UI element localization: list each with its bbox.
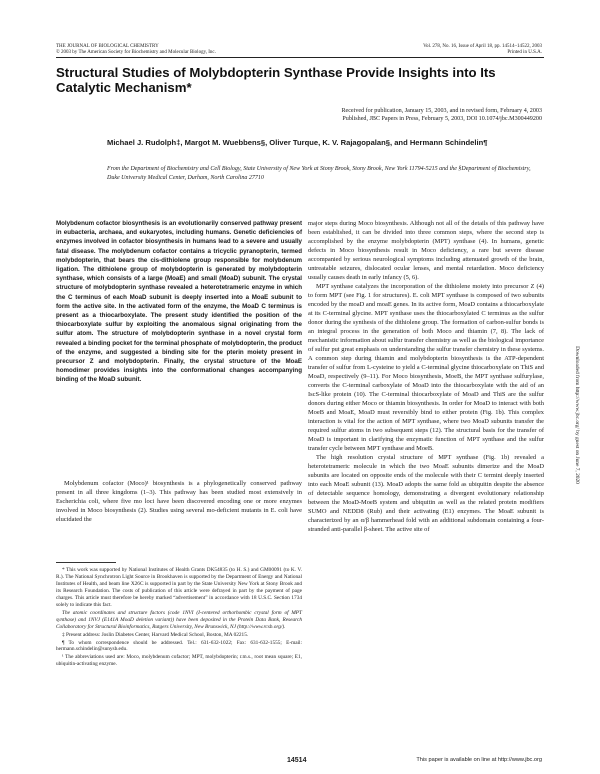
page-number: 14514 xyxy=(287,757,307,764)
author-list: Michael J. Rudolph‡, Margot M. Wuebbens§, Oliver Turque, K. V. Rajagopalan§, and Hermann Schindelin¶ xyxy=(107,138,488,147)
footnote-present-address: ‡ Present address: Joslin Diabetes Center, Harvard Medical School, Boston, MA 02215. xyxy=(62,631,249,638)
right-column xyxy=(308,219,544,534)
footnote-abbreviations: ¹ The abbreviations used are: Moco, molybdenum cofactor; MPT, molybdopterin; r.m.s., root mean square; E1, ubiquitin-activating enzyme. xyxy=(56,654,302,668)
download-sidebar xyxy=(573,196,581,636)
online-availability: This paper is available on line at http://www.jbc.org xyxy=(416,757,542,763)
printed-line: Printed in U.S.A. xyxy=(507,50,542,55)
publication-dates xyxy=(122,107,542,124)
right-paragraph-2: MPT synthase catalyzes the incorporation of the dithiolene moiety into precursor Z (4) to form MPT (see Fig. 1 for structures). E. coli MPT synthase is composed of two subunits encoded by the moaD and moaE genes. In its active form, MoaD contains a thiocarboxylate at its C-terminal glycine. MPT synthase uses the thiocarboxylated C terminus as the sulfur donor during the synthesis of the dithiolene group. The formation of carbon-sulfur bonds is an integral process in the generation of both Moco and thiamin (7, 8). The lack of mechanistic information about sulfur transfer chemistry as well as the biological importance of sulfur put great emphasis on understanding the sulfur transfer chemistry in these systems. A common step during thiamin and molybdopterin biosynthesis is the ATP-dependent transfer of sulfur from L-cysteine to yield a C-terminal glycine thiocarboxylate on ThiS and MoaD, respectively (9–11). For Moco biosynthesis, MoeB, the MPT synthase sulfurylase, converts the C-terminal carboxylate of MoaD into the thiocarboxylate with the aid of an IscS-like protein (10). The C-terminal thiocarboxylate of MoaD and ThiS are the sulfur donors during either Moco or thiamin biosynthesis. In order for MoaD to interact with both MoeB and MoaE, MoaD must reversibly bind to either protein (Fig. 1b). This complex interaction is vital for the action of MPT synthase, where two MoaD subunits transfer the required sulfur atoms in two subsequent steps (12). The structural basis for the transfer of MoaD is important in clarifying the enzymatic function of MPT synthase and the sulfur transfer cycle between MPT synthase and MoeB. xyxy=(308,283,544,452)
right-paragraph-1: major steps during Moco biosynthesis. Although not all of the details of this pathway have been established, it can be divided into three common steps, where the second step is accomplished by the enzyme molybdopterin (MPT) synthase (4). In humans, genetic defects in Moco biosynthesis result in Moco deficiency, a rare but severe disease accompanied by serious neurological symptoms including attenuated growth of the brain, untreatable seizures, dislocated ocular lenses, and mental retardation. Moco deficiency usually causes death in early infancy (5, 6). xyxy=(308,220,544,281)
article-title: Structural Studies of Molybdopterin Synthase Provide Insights into Its Catalytic Mechanism* xyxy=(56,65,496,95)
right-paragraph-3: The high resolution crystal structure of MPT synthase (Fig. 1b) revealed a heterotetrameric molecule in which the two MoaE subunits dimerize and the MoaD subunits are located on opposite ends of the molecule with their C termini deeply inserted into each MoaE subunit (13). MoaD adopts the same fold as ubiquitin despite the absence of detectable sequence homology, demonstrating a divergent evolutionary relationship between the MoaD-MoeB system and ubiquitin as well as the related protein modifiers SUMO and NEDD8 (Rub) and their activating (E1) enzymes. The MoaE subunit is characterized by an α/β hammerhead fold with an additional subdomain containing a four-stranded anti-parallel β-sheet. The active site of xyxy=(308,454,544,533)
published-line: Published, JBC Papers in Press, February 5, 2003, DOI 10.1074/jbc.M300449200 xyxy=(342,116,542,123)
journal-header xyxy=(56,44,216,56)
download-notice[interactable]: Downloaded from http://www.jbc.org/ by guest on June 7, 2020 xyxy=(574,346,580,484)
copyright-line: © 2003 by The American Society for Biochemistry and Molecular Biology, Inc. xyxy=(56,50,216,55)
footnote-correspondence: ¶ To whom correspondence should be addressed. Tel.: 631-632-1022; Fax: 631-632-1555; E-mail: hermann.schindelin@sunysb.edu. xyxy=(56,639,302,653)
footnote-funding: * This work was supported by National Institutes of Health Grants DK54835 (to H. S.) and GM00091 (to K. V. R.). The National Synchrotron Light Source in Brookhaven is supported by the Department of Energy and National Institutes of Health, and beam line X26C is supported in part by the State University New York at Stony Brook and its Research Foundation. The costs of publication of this article were defrayed in part by the payment of page charges. This article must therefore be hereby marked “advertisement” in accordance with 18 U.S.C. Section 1734 solely to indicate this fact. xyxy=(56,567,302,608)
issue-line: Vol. 278, No. 16, Issue of April 18, pp. 14514–14522, 2003 xyxy=(423,44,542,49)
header-rule xyxy=(56,57,544,58)
footnote-coordinates: The atomic coordinates and structure factors (code 1NVI (I-centered orthorhombic crystal form of MPT synthase) and 1NVJ (E141A MoaD deletion variant)) have been deposited in the Protein Data Bank, Research Collaboratory for Structural Bioinformatics, Rutgers University, New Brunswick, NJ (http://www.rcsb.org/). xyxy=(56,609,302,630)
abstract: Molybdenum cofactor biosynthesis is an evolutionarily conserved pathway present in eubacteria, archaea, and eukaryotes, including humans. Genetic deficiencies of enzymes involved in cofactor biosynthesis in humans lead to a severe and usually fatal disease. The molybdenum cofactor contains a tricyclic pyranopterin, termed molybdopterin, that bears the cis-dithiolene group responsible for molybdenum ligation. The dithiolene group of molybdopterin is generated by molybdopterin synthase, which consists of a large (MoaE) and small (MoaD) subunit. The crystal structure of molybdopterin synthase revealed a heterotetrameric enzyme in which the C terminus of each MoaD subunit is deeply inserted into a MoaE subunit to form the active site. In the activated form of the enzyme, the MoaD C terminus is present as a thiocarboxylate. The present study identified the position of the thiocarboxylate sulfur by exploiting the anomalous signal originating from the sulfur atom. The structure of molybdopterin synthase in a novel crystal form revealed a binding pocket for the terminal phosphate of molybdopterin, the product of the enzyme, and suggested a binding site for the pterin moiety present in precursor Z and molybdopterin. Finally, the crystal structure of the MoaE homodimer provides insights into the conformational changes accompanying binding of the MoaD subunit. xyxy=(56,220,302,384)
issue-header xyxy=(423,44,542,56)
affiliation: From the Department of Biochemistry and Cell Biology, State University of New York at Stony Brook, Stony Brook, New York 11794-5215 and the §Department of Biochemistry, Duke University Medical Center, Durham, North Carolina 27710 xyxy=(107,166,531,181)
journal-name: THE JOURNAL OF BIOLOGICAL CHEMISTRY xyxy=(56,44,159,49)
intro-paragraph-left: Molybdenum cofactor (Moco)¹ biosynthesis is a phylogenetically conserved pathway present in all three kingdoms (1–3). This pathway has been studied most extensively in Escherichia coli, where five mo loci have been discovered encoding one or more enzymes involved in Moco biosynthesis (2). Studies using several mo-deficient mutants in E. coli have elucidated the xyxy=(56,480,302,523)
footnotes xyxy=(56,567,302,669)
footnote-rule xyxy=(56,562,116,563)
received-line: Received for publication, January 15, 2003, and in revised form, February 4, 2003 xyxy=(341,108,542,114)
